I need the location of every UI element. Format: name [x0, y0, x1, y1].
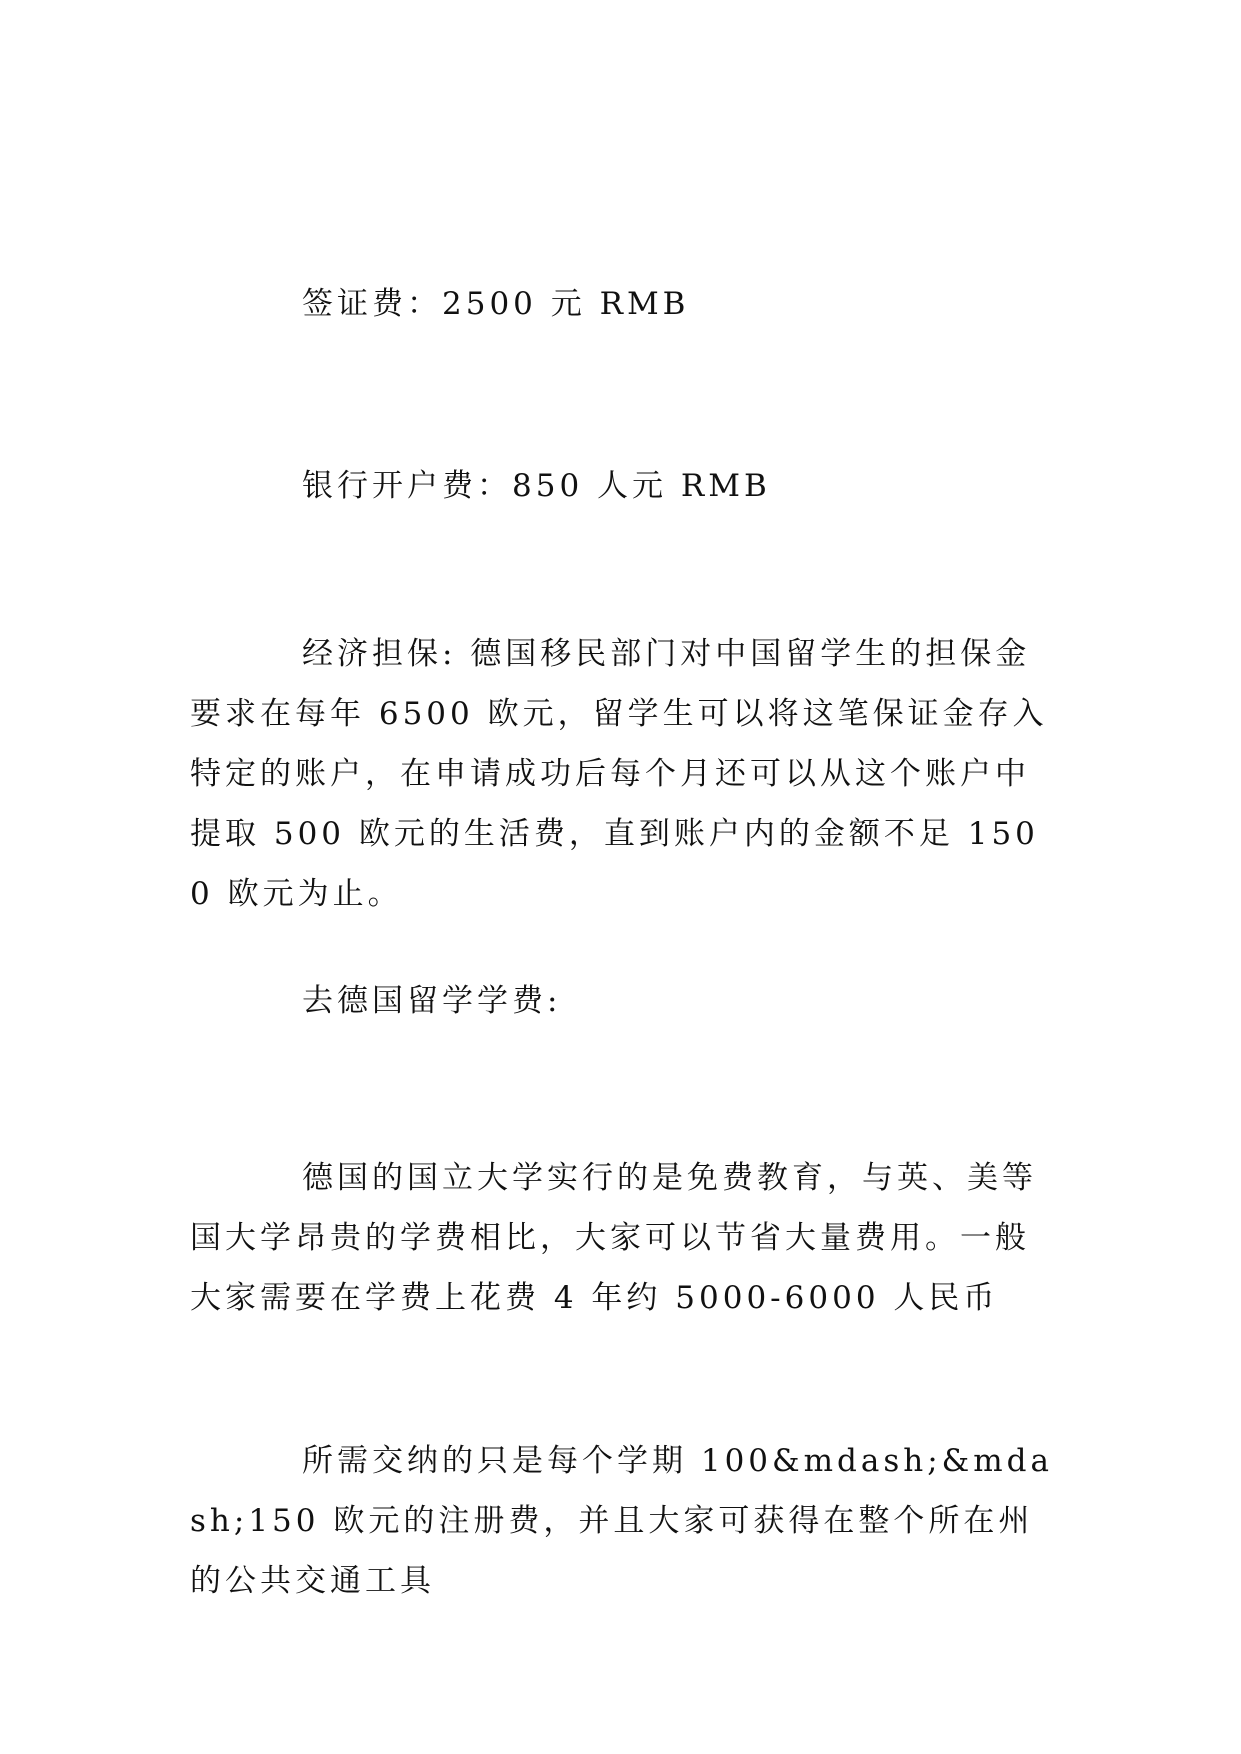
paragraph-financial-guarantee: 经济担保: 德国移民部门对中国留学生的担保金要求在每年 6500 欧元，留学生可以将这笔保证金存入特定的账户，在申请成功后每个月还可以从这个账户中提取 500 欧元的生活费，直到账户内的金额不足 1500 欧元为止。 — [190, 636, 1048, 912]
paragraph-registration-fee: 所需交纳的只是每个学期 100&mdash;&mdash;150 欧元的注册费，并且大家可获得在整个所在州的公共交通工具 — [190, 1443, 1053, 1599]
paragraph-visa-fee: 签证费：2500 元 RMB — [302, 286, 690, 322]
paragraph-tuition-heading: 去德国留学学费: — [302, 983, 562, 1019]
paragraph-bank-account-fee: 银行开户费：850 人元 RMB — [302, 468, 771, 504]
paragraph-public-university-tuition: 德国的国立大学实行的是免费教育，与英、美等国大学昂贵的学费相比，大家可以节省大量费用。一般大家需要在学费上花费 4 年约 5000-6000 人民币 — [190, 1160, 1037, 1316]
